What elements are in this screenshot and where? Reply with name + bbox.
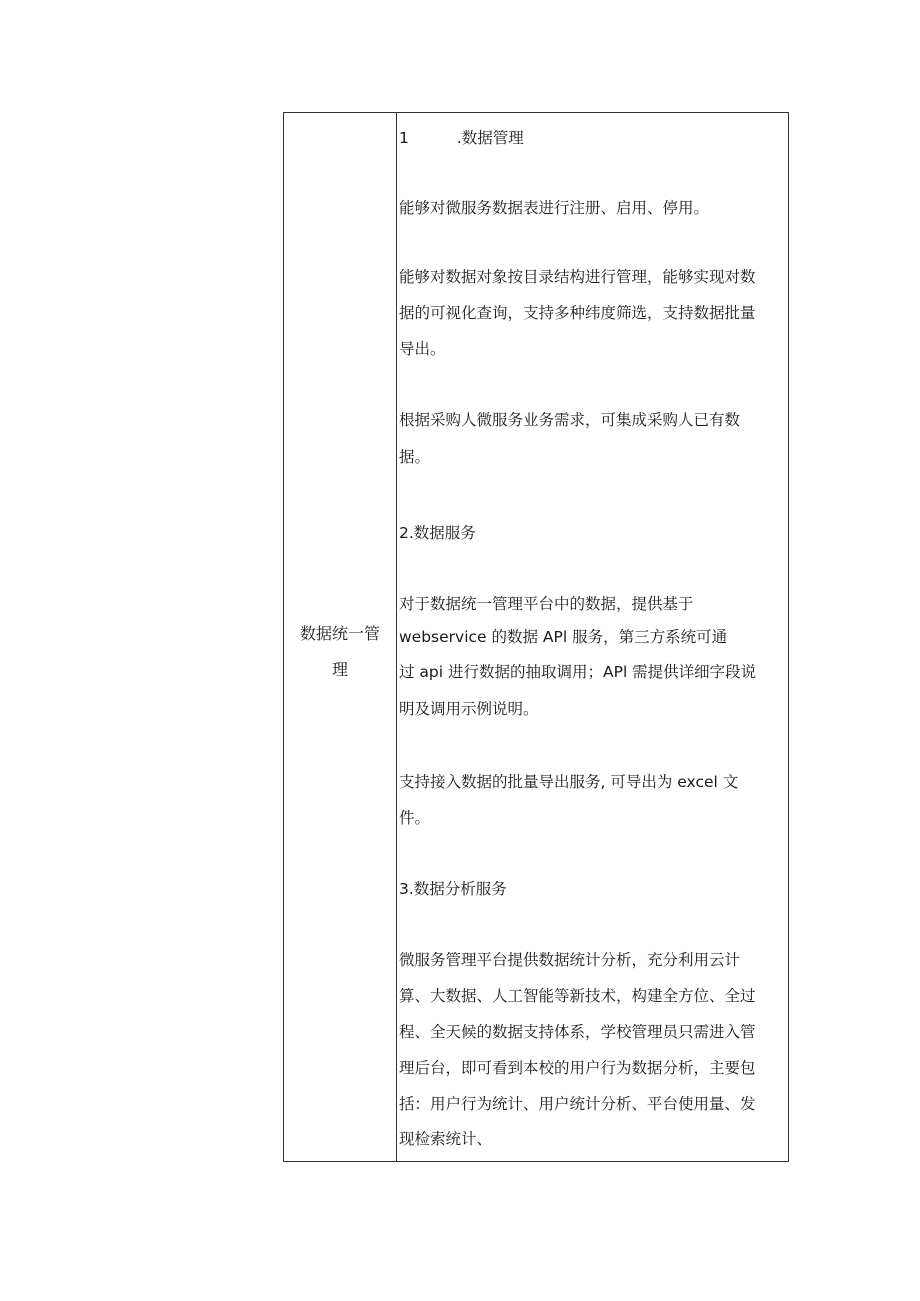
paragraph-line: 对于数据统一管理平台中的数据，提供基于 [399,595,694,613]
paragraph-line: 理后台，即可看到本校的用户行为数据分析，主要包 [399,1059,756,1077]
section-1-title: .数据管理 [456,129,524,147]
paragraph-line: 微服务管理平台提供数据统计分析，充分利用云计 [399,951,741,969]
paragraph-line: 能够对数据对象按目录结构进行管理，能够实现对数 [399,268,756,286]
paragraph-line: 明及调用示例说明。 [399,700,539,718]
paragraph-line: 现检索统计、 [399,1130,493,1148]
row-label: 数据统一管理 [299,624,380,679]
content-cell [397,113,788,1161]
spec-table [283,112,789,1162]
paragraph-line: 程、全天候的数据支持体系，学校管理员只需进入管 [399,1023,756,1041]
section-3-title: 3.数据分析服务 [399,880,507,898]
section-2-title: 2.数据服务 [399,524,476,542]
paragraph-line: 件。 [399,809,431,827]
paragraph-line: webservice 的数据 APl 服务，第三方系统可通 [399,628,728,646]
section-1-number: 1 [399,129,409,147]
row-label-cell [284,113,397,1161]
paragraph-line: 过 api 进行数据的抽取调用；APl 需提供详细字段说 [399,663,757,681]
section-1-heading [399,128,524,148]
paragraph-line: 据的可视化查询，支持多种纬度筛选，支持数据批量 [399,304,756,322]
paragraph-line: 导出。 [399,340,446,358]
paragraph-line: 根据采购人微服务业务需求，可集成采购人已有数 [399,411,741,429]
paragraph-line: 算、大数据、人工智能等新技术，构建全方位、全过 [399,987,756,1005]
paragraph-line: 能够对微服务数据表进行注册、启用、停用。 [399,199,710,217]
paragraph-line: 据。 [399,448,431,466]
paragraph-line: 括：用户行为统计、用户统计分析、平台使用量、发 [399,1095,756,1113]
paragraph-line: 支持接入数据的批量导出服务, 可导出为 excel 文 [399,773,739,791]
